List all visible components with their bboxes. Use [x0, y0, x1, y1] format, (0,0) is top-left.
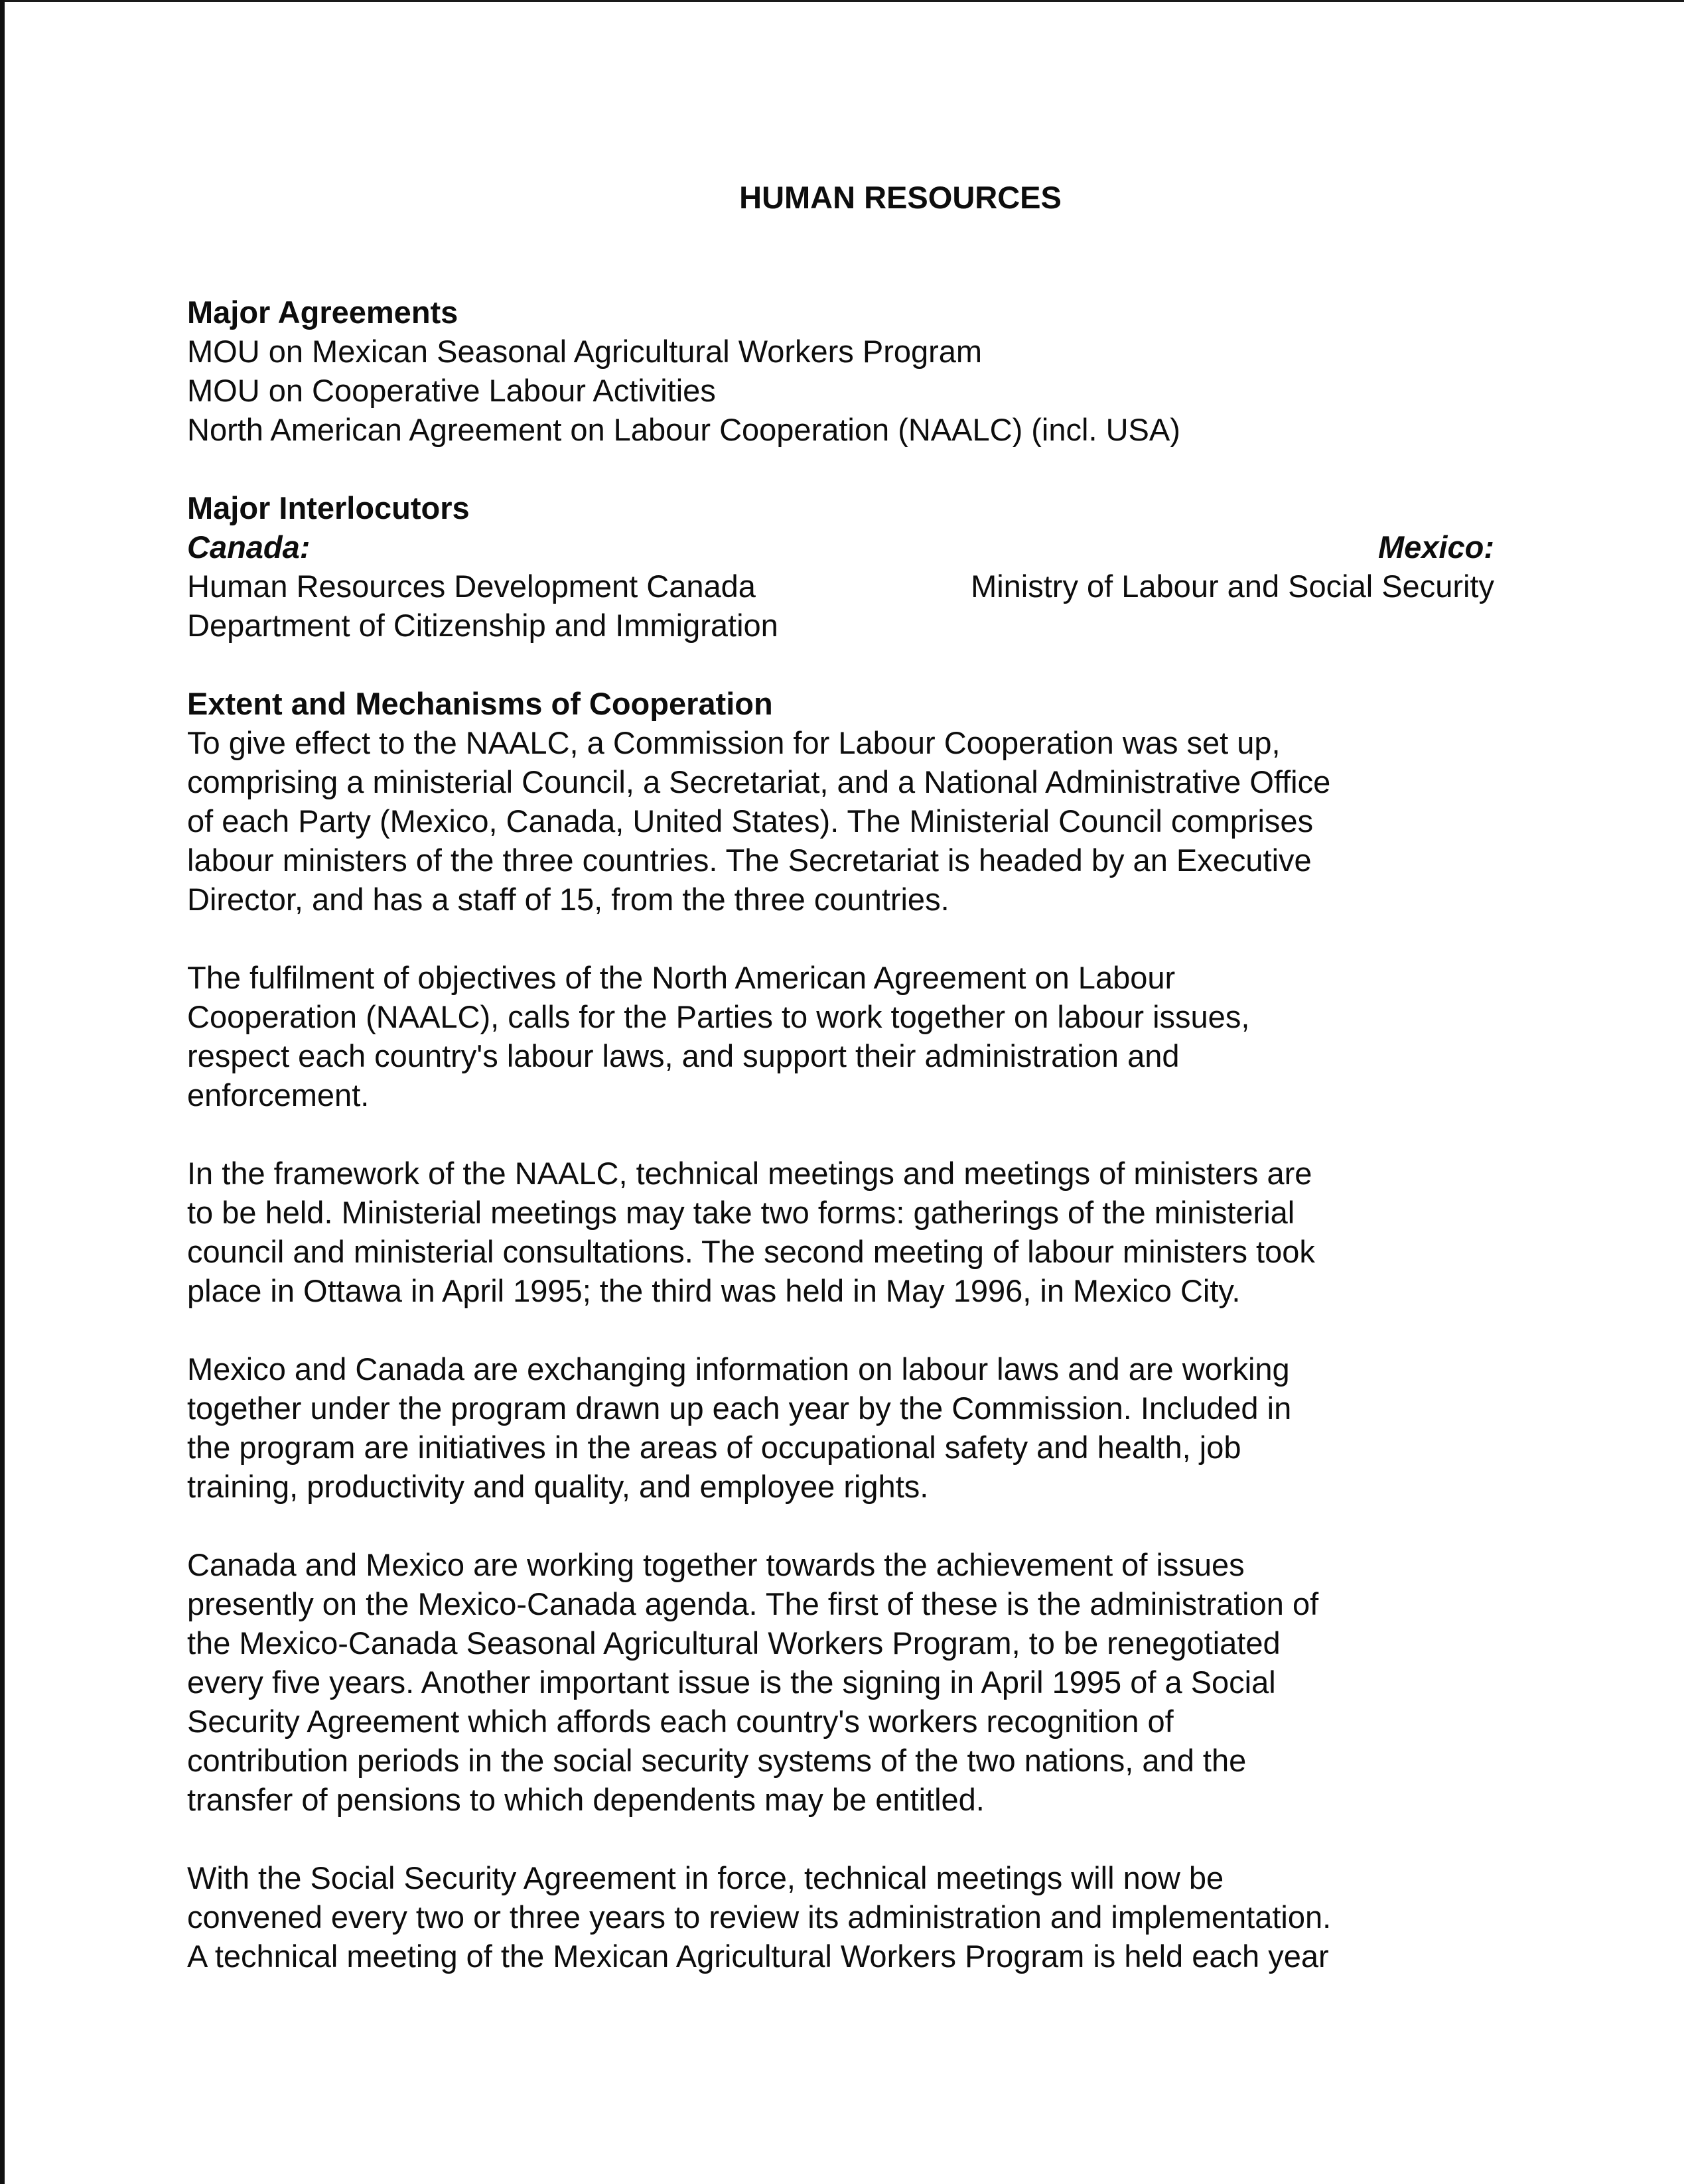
paragraph-line: the Mexico-Canada Seasonal Agricultural Workers Program, to be renegotiated	[187, 1625, 1281, 1661]
paragraph-line: place in Ottawa in April 1995; the third was held in May 1996, in Mexico City.	[187, 1273, 1241, 1308]
paragraph-line: comprising a ministerial Council, a Secretariat, and a National Administrative Office	[187, 764, 1331, 799]
paragraph-line: In the framework of the NAALC, technical meetings and meetings of ministers are	[187, 1156, 1312, 1191]
paragraph-line: respect each country's labour laws, and support their administration and	[187, 1038, 1180, 1073]
paragraph-line: to be held. Ministerial meetings may take two forms: gatherings of the ministerial	[187, 1195, 1295, 1230]
paragraph-line: Director, and has a staff of 15, from the three countries.	[187, 882, 949, 917]
paragraph-line: The fulfilment of objectives of the North American Agreement on Labour	[187, 960, 1176, 995]
paragraph	[187, 1545, 1508, 1819]
cooperation-heading: Extent and Mechanisms of Cooperation	[187, 686, 773, 721]
interlocutors-columns	[187, 527, 1494, 645]
scan-left-edge	[0, 0, 5, 2184]
paragraph-line: A technical meeting of the Mexican Agricultural Workers Program is held each year	[187, 1939, 1329, 1974]
agreement-item: MOU on Mexican Seasonal Agricultural Workers Program	[187, 334, 983, 369]
agreements-section	[187, 293, 1514, 449]
paragraph-line: With the Social Security Agreement in force, technical meetings will now be	[187, 1860, 1224, 1895]
mexico-label: Mexico:	[1378, 529, 1494, 565]
agreement-item: MOU on Cooperative Labour Activities	[187, 373, 716, 408]
paragraph-line: the program are initiatives in the areas of occupational safety and health, job	[187, 1430, 1241, 1465]
paragraph	[187, 958, 1508, 1115]
canada-column	[187, 527, 778, 645]
paragraph-line: labour ministers of the three countries. The Secretariat is headed by an Executive	[187, 843, 1312, 878]
paragraph-line: Mexico and Canada are exchanging information on labour laws and are working	[187, 1351, 1290, 1387]
paragraph-line: To give effect to the NAALC, a Commission for Labour Cooperation was set up,	[187, 725, 1281, 760]
mexico-interlocutor: Ministry of Labour and Social Security	[971, 569, 1494, 604]
document-page	[187, 179, 1514, 2015]
paragraph-line: council and ministerial consultations. The second meeting of labour ministers took	[187, 1234, 1315, 1269]
paragraph-line: training, productivity and quality, and employee rights.	[187, 1469, 929, 1504]
paragraph-line: Canada and Mexico are working together towards the achievement of issues	[187, 1547, 1245, 1582]
paragraph-line: Cooperation (NAALC), calls for the Parties to work together on labour issues,	[187, 999, 1250, 1034]
paragraph-line: of each Party (Mexico, Canada, United States). The Ministerial Council comprises	[187, 803, 1314, 839]
agreements-heading: Major Agreements	[187, 295, 458, 330]
agreement-item: North American Agreement on Labour Cooperation (NAALC) (incl. USA)	[187, 412, 1180, 447]
paragraph-line: convened every two or three years to review its administration and implementation.	[187, 1899, 1332, 1935]
paragraph	[187, 1858, 1508, 1976]
canada-interlocutor: Department of Citizenship and Immigration	[187, 608, 778, 643]
paragraph-line: presently on the Mexico-Canada agenda. The first of these is the administration of	[187, 1586, 1319, 1621]
canada-interlocutor: Human Resources Development Canada	[187, 569, 756, 604]
page-title: HUMAN RESOURCES	[739, 180, 1062, 215]
canada-label: Canada:	[187, 529, 311, 565]
paragraph-line: every five years. Another important issue is the signing in April 1995 of a Social	[187, 1665, 1276, 1700]
scan-top-edge	[0, 0, 1684, 2]
paragraph	[187, 723, 1508, 919]
paragraph-line: together under the program drawn up each year by the Commission. Included in	[187, 1391, 1292, 1426]
paragraph-line: enforcement.	[187, 1077, 370, 1113]
paragraph-line: contribution periods in the social security systems of the two nations, and the	[187, 1743, 1247, 1778]
paragraph-line: transfer of pensions to which dependents may be entitled.	[187, 1782, 985, 1817]
interlocutors-heading: Major Interlocutors	[187, 490, 470, 525]
mexico-column	[971, 527, 1494, 645]
interlocutors-section	[187, 488, 1514, 645]
paragraph-line: Security Agreement which affords each country's workers recognition of	[187, 1704, 1174, 1739]
cooperation-section	[187, 684, 1514, 1976]
paragraph	[187, 1349, 1508, 1506]
paragraph	[187, 1154, 1508, 1310]
